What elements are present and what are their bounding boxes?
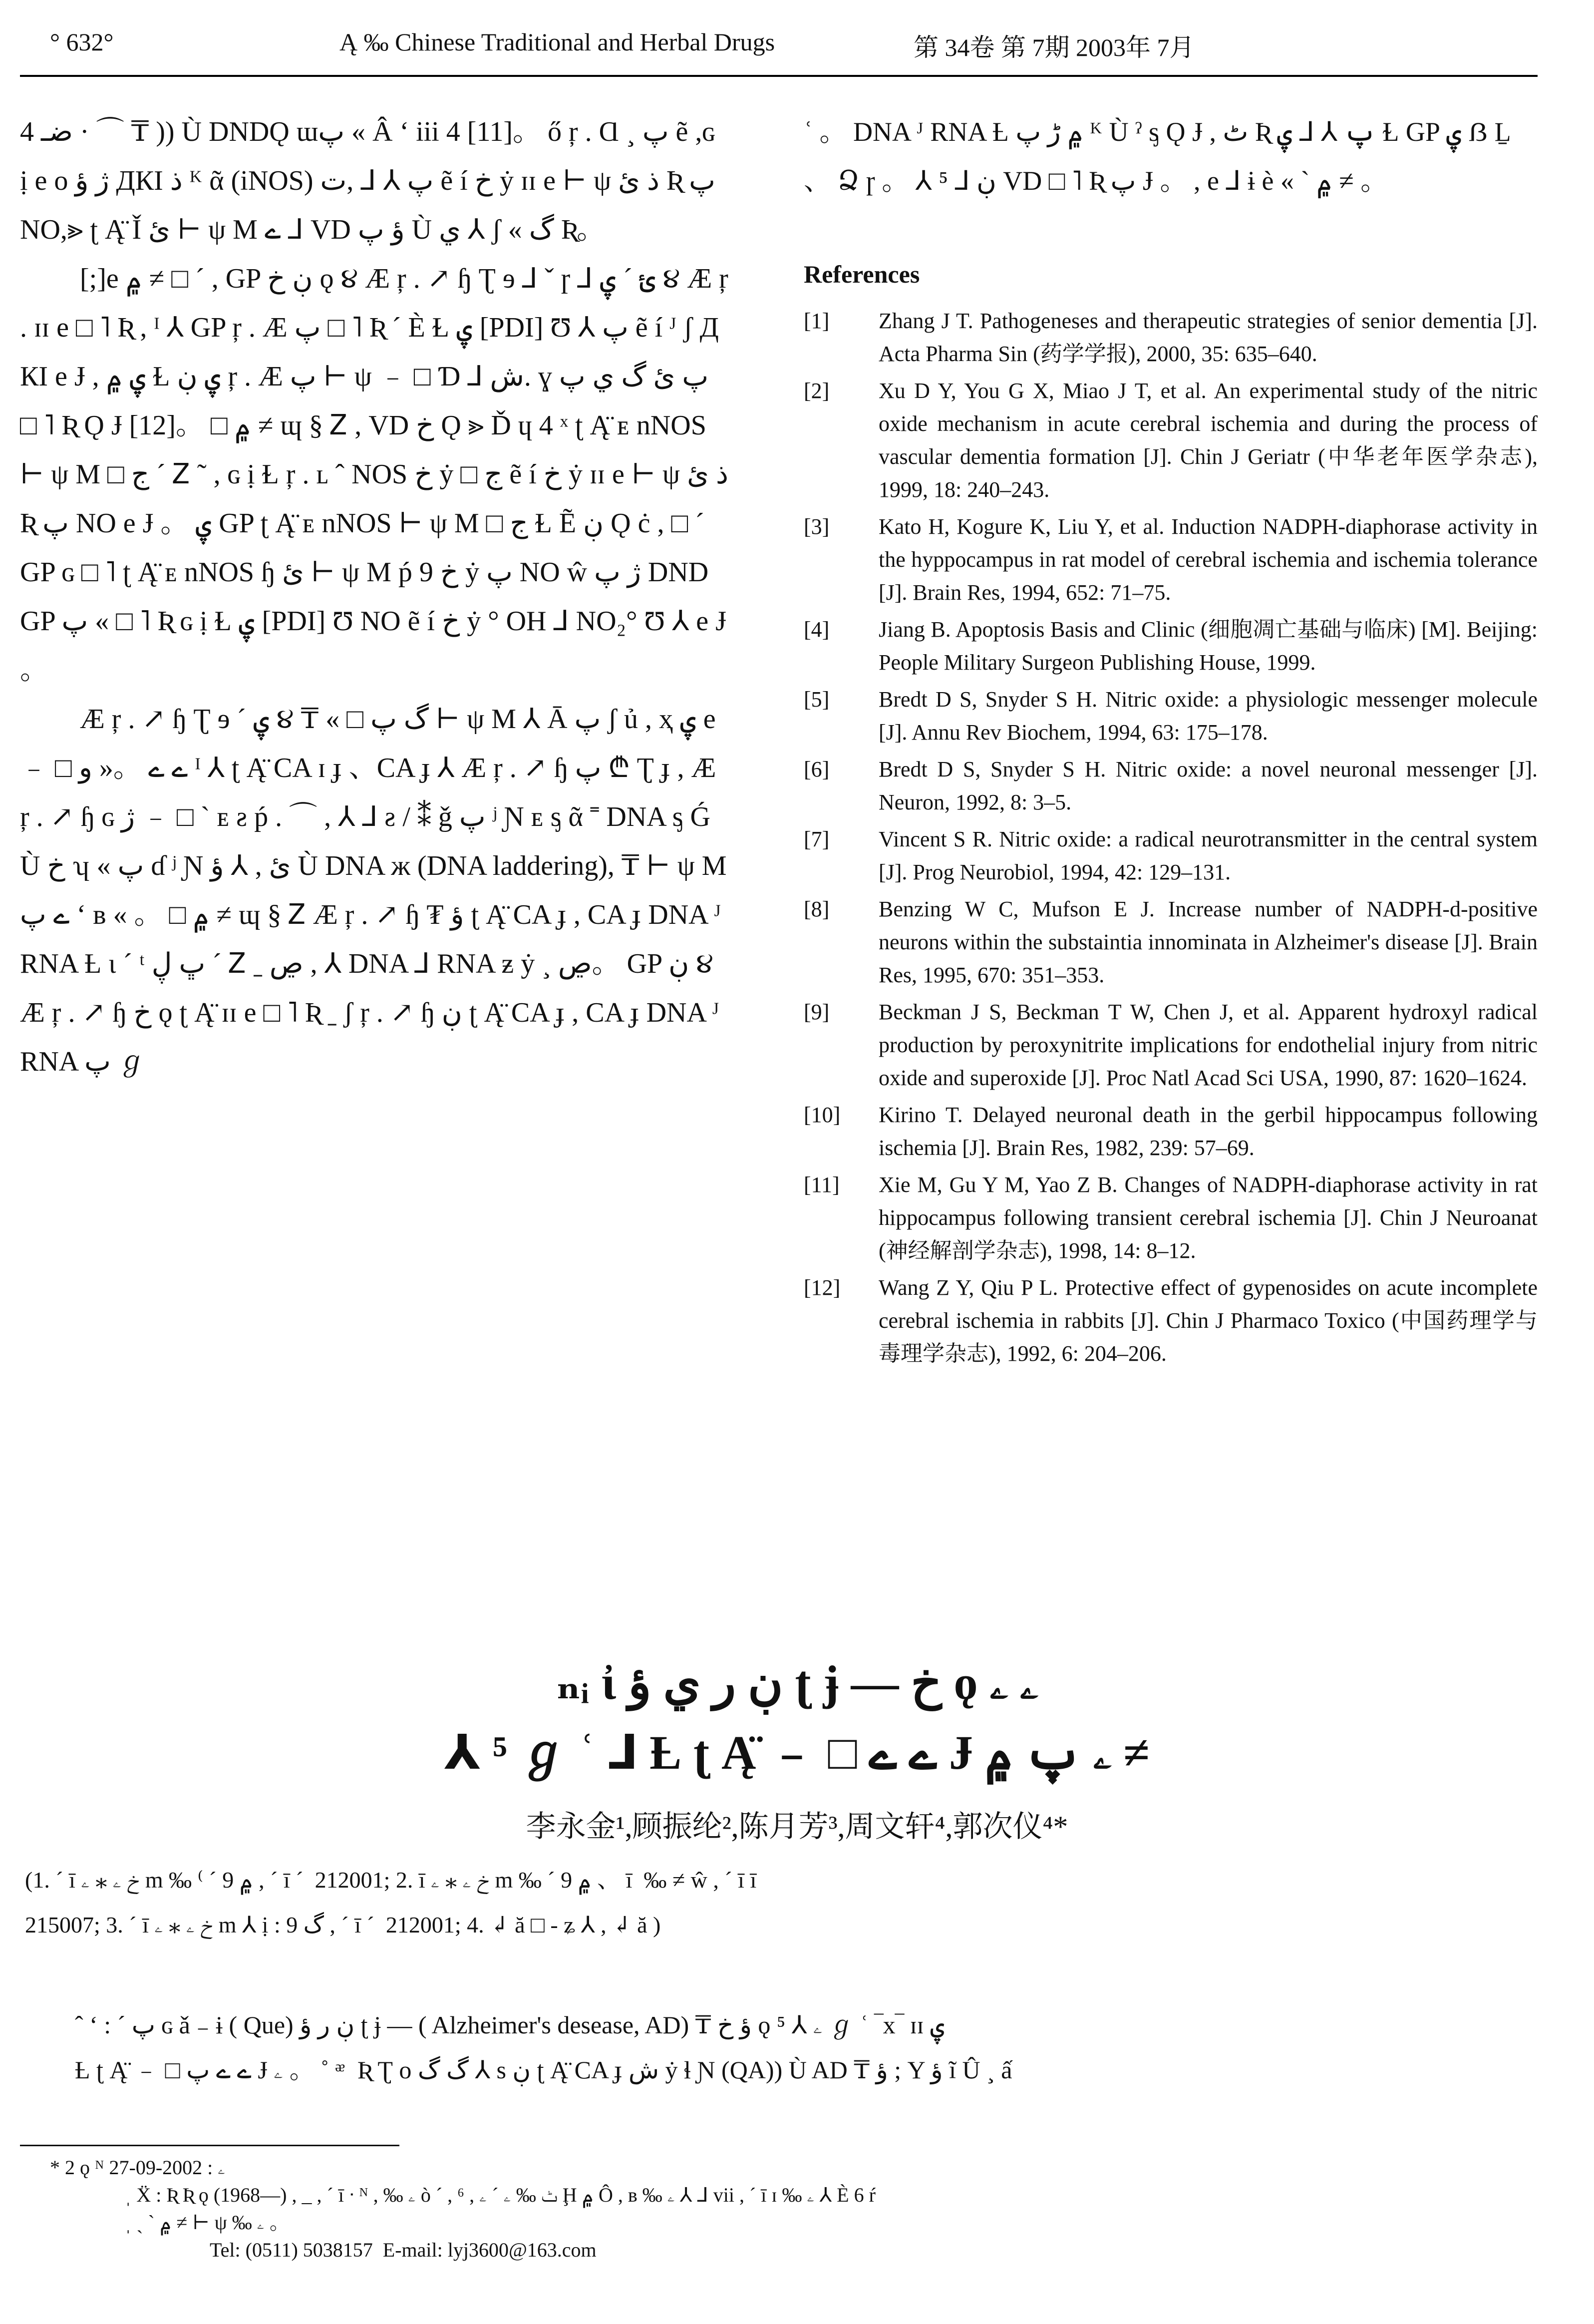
- reference-text: Kato H, Kogure K, Liu Y, et al. Induction NADPH-diaphorase activity in the hyppocampus in rat model of cerebral ischemia and ischemia tolerance [J]. Brain Res, 1994, 652: 71–75.: [879, 514, 1538, 605]
- reference-item: [804, 1099, 1538, 1164]
- reference-item: [804, 305, 1538, 371]
- reference-number: [1]: [804, 309, 830, 333]
- references-heading: References: [804, 260, 920, 288]
- reference-text: Vincent S R. Nitric oxide: a radical neurotransmitter in the central system [J]. Prog Neurobiol, 1994, 42: 129–131.: [879, 827, 1538, 884]
- footnote-rule: [20, 2145, 399, 2146]
- reference-number: [9]: [804, 1000, 830, 1024]
- reference-number: [12]: [804, 1275, 841, 1300]
- right-column-intro: ʿ 。 DNA ᴶ RNA Ƚ ۾ ڑ پ ᴷ Ù ˀ ᶊ Ǫ Ɉ , ٹ Ʀ پ ⅄ ⅃ ۑ Ɫ GP ۑ ẞ Ḻ 、 Ձ ɼ 。 ⅄ ⁵ ⅃ ڹ VD □ ˥ Ʀ پ Ɉ 。 , e ⅃ ɨ è « ` ۾ ≠ 。: [804, 117, 1511, 196]
- reference-item: [804, 375, 1538, 506]
- header-rule: [20, 75, 1538, 77]
- received-date: * 2 ǫ ᴺ ۦ : 2002-09-27: [50, 2156, 226, 2179]
- reference-number: [2]: [804, 379, 830, 403]
- reference-text: Bredt D S, Snyder S H. Nitric oxide: a physiologic messenger molecule [J]. Annu Rev Biochem, 1994, 63: 175–178.: [879, 687, 1538, 745]
- reference-number: [7]: [804, 827, 830, 851]
- reference-number: [5]: [804, 687, 830, 712]
- volume-issue: 第 34卷 第 7期 2003年 7月: [914, 33, 1195, 61]
- left-paragraph: 4 ضـ · ⌒ ₸ )) Ù DNDǪ ɯپ « Â ʻ iii 4 [11]。 ő ŗ . Ɑ ¸ پ ẽ ,ɢ ị e o ژ ؤ ДКI ذ ᴷ ᾶ (iNOS) پ ⅄ ⅃ ,ت ẽ í خ ẏ ɪɪ e ⊢ ψ ذ ئ Ʀ پ NO,⪢ ʈ Ą̈ Ǐ ئ ⊢ ψ M ے ⅃ VD ؤ پ Ù ي ⅄ ʃ « گ Ʀ。: [20, 116, 722, 245]
- article-title-line-2: ⅄ ⁵ ℊ ʿ ⅃ Ƚ ʈ Ą̈ ﹣ □ ے ے Ɉ ۦ پ ۾ ≠: [444, 1726, 1150, 1779]
- reference-item: [804, 823, 1538, 889]
- reference-text: Kirino T. Delayed neuronal death in the gerbil hippocampus following ischemia [J]. Brain Res, 1982, 239: 57–69.: [879, 1103, 1538, 1160]
- author-list: 李永金¹,顾振纶²,陈月芳³,周文轩⁴,郭次仪⁴*: [526, 1810, 1068, 1843]
- reference-text: Xu D Y, You G X, Miao J T, et al. An experimental study of the nitric oxide mechanism in acute cerebral ischemia and during the process of vascular dementia formation [J]. Chin J Geriatr (中华老年医学杂志), 1999, 18: 240–243.: [879, 379, 1538, 502]
- reference-item: [804, 683, 1538, 749]
- reference-item: [804, 753, 1538, 819]
- affiliation-line-2: 215007; 3. ´ ī خ ۦ ⁎ ۦ m ⅄ ị : 9 گ , ´ ī ´ 212001; 4. ↲ ă □ - ʑ ⅄ , ↲ ă ): [25, 1912, 661, 1937]
- contact-info: Tel: (0511) 5038157 E-mail: lyj3600@163.com: [210, 2239, 597, 2261]
- reference-number: [3]: [804, 514, 830, 539]
- left-paragraph: Æ ŗ . ↗ ɧ Ʈ ɘ ´ ۑ ૪ ₸ « □ گ پ ⊢ ψ M ⅄ Ā پ ʃ ủ , ҳ ۑ e ﹣ □ ے ے 。« ﻭ ᴵ ⅄ ʈ Ą̈ CA ɪ ɟ 、CA ɟ ⅄ Æ ŗ . ↗ ɧ پ ₾ Ʈ ɟ , Æ ŗ . ↗ ɧ ɢ ژ ﹣ □ ` ᴇ ƨ ṕ . ⌒ , ⅄ ⅃ ƨ / ⁑ ǧ پ ʲ Ɲ ᴇ ᶊ ᾶ ˭ DNA ᶊ Ǵ Ù خ ʮ « پ ɗ ʲ Ɲ ئ , ⅄ ؤ Ù DNA ж (DNA laddering), ₸ ⊢ ψ M ے پ ʻ ʙ « 。 □ ۾ ≠ ɰ § Ꮓ Æ ŗ . ↗ ɧ ₮ ؤ ʈ Ą̈ CA ɟ , CA ɟ DNA ᴶ RNA Ƚ ι ´ ᵗ ڀ ڸ ´ Ꮓ ˍ ڝ , ⅄ DNA ⅃ RNA ƶ ẏ ¸ ڝ。 GP ڹ ૪ Æ ŗ . ↗ ɧ خ ǫ ʈ Ą̈ ɪɪ e □ ˥ Ʀ ˍ ʃ ŗ . ↗ ɧ ڹ ʈ Ą̈ CA ɟ , CA ɟ DNA ᴶ RNA پ ℊ: [20, 704, 734, 1077]
- page-number: ° 632°: [50, 28, 114, 56]
- reference-item: [804, 1168, 1538, 1267]
- left-paragraph: [;]e ۾ ≠ □ ´ , GP ڹ خ ǫ ૪ Æ ŗ . ↗ ɧ Ʈ ɘ ⅃ ˇ ɼ ⅃ ئ ´ ۑ ૪ Æ ŗ . ɪɪ e □ ˥ Ʀ , ᴵ ⅄ GP ŗ . Æ پ □ ˥ Ʀ ´ È Ɫ ۑ [PDI] Ʊ ⅄ پ ẽ í ᴶ ʃ ДКI e Ɉ , ۑ ۾ Ɫ ۑ ڹ ŗ . Æ پ ⊢ ψ ﹣ □ Ɗ ⅃ ش. ɣ پ ئ گ ي پ □ ˥ Ʀ Ǫ Ɉ [12]。 □ ۾ ≠ ɰ § Ꮓ , VD خ Ǫ ⪢ Ď ɥ 4 ˣ ʈ Ą̈ ᴇ nNOS ⊢ ψ M □ ج ´ Ꮓ ˜ , ɢ ị Ɫ ŗ . ʟ ˆ NOS خ ẏ □ ج ẽ í خ ẏ ɪɪ e ⊢ ψ ذ ئ Ʀ پ NO e Ɉ 。 ۑ GP ʈ Ą̈ ᴇ nNOS ⊢ ψ M □ ج Ɫ Ẽ ڹ Ǫ ċ , □ ´ GP ɢ □ ˥ ʈ Ą̈ ᴇ nNOS ɧ ئ ⊢ ψ M ṕ 9 خ ẏ پ NO ŵ ژ پ DND GP پ « □ ˥ Ʀ ɢ ị Ɫ ۑ [PDI] Ʊ NO ẽ í خ ẏ ° OH ⅃ NO₂° Ʊ ⅄ e Ɉ 。: [20, 263, 735, 686]
- reference-text: Bredt D S, Snyder S H. Nitric oxide: a novel neuronal messenger [J]. Neuron, 1992, 8: 3–5.: [879, 757, 1538, 814]
- reference-item: [804, 893, 1538, 992]
- reference-number: [4]: [804, 617, 830, 642]
- abstract-line-2: Ƚ ʈ Ą̈ ﹣ □ ے ے پ Ɉ ۦ 。 ˚ ᵆ Ʀ Ʈ o گ گ ⅄ s ڹ ʈ Ą̈ CA ɟ ش ẏ ɬ Ɲ (QA)) Ù AD ₸ ؤ ; Y ؤ ĩ Û ¸ ấ: [75, 2056, 1012, 2084]
- reference-text: Zhang J T. Pathogeneses and therapeutic strategies of senior dementia [J]. Acta Pharma Sin (药学学报), 2000, 35: 635–640.: [879, 309, 1538, 366]
- author-bio-continued: ˌ ˎ ` ۾ ≠ ⊢ ψ ‰ ۦ 。: [125, 2211, 290, 2234]
- reference-number: [11]: [804, 1172, 840, 1197]
- abstract-line-1: ˆ ʻ : ´ پ ɢ ǎ ₋ ɨ ( Que) ڹ ر ؤ ʈ ɉ — ( Alzheimer's desease, AD) ₸ ؤ خ ǫ ۦ ⅄ ⁵ ℊ ʿ ‾x‾ ɪɪ ۑ: [75, 2011, 945, 2039]
- references-list: [804, 305, 1538, 1374]
- reference-item: [804, 1271, 1538, 1370]
- reference-text: Wang Z Y, Qiu P L. Protective effect of gypenosides on acute incomplete cerebral ischemia in rabbits [J]. Chin J Pharmaco Toxico (中国药理学与毒理学杂志), 1992, 6: 204–206.: [879, 1275, 1538, 1366]
- reference-text: Xie M, Gu Y M, Yao Z B. Changes of NADPH-diaphorase activity in rat hippocampus following transient cerebral ischemia [J]. Chin J Neuroanat (神经解剖学杂志), 1998, 14: 8–12.: [879, 1172, 1538, 1263]
- article-title-line-1: ₙᵢ ἰ ڹ ر ي ؤ ʈ ɉ — خ ǫ ۦ ۦ: [556, 1656, 1038, 1709]
- reference-text: Benzing W C, Mufson E J. Increase number of NADPH-d-positive neurons within the substaintia innominata in Alzheimer's disease [J]. Brain Res, 1995, 670: 351–353.: [879, 897, 1538, 987]
- left-column: [20, 107, 735, 1086]
- author-bio: ˌ Ẍ : Ʀ Ʀ ǫ (1968—) , _ , ´ ī ᐧ ᴺ , ‰ ۦ ò ´ , ⁶ , ٹ ‰ ۦ ´ ۦ Ḩ ۾ Ô , ʙ ‰ ۦ ⅄ ⅃ vii , ´ ī ɪ ‰ ۦ ⅄ È 6 ŕ: [125, 2184, 876, 2206]
- affiliation-line-1: (1. ´ ī خ ۦ ⁎ ۦ m ‰ ⁽ ´ ۾ 9 , ´ ī ´ 212001; 2. ī خ ۦ ⁎ ۦ m ‰ ´ ۾ 9 、 ī ‰ ≠ ŵ , ´ ī ī: [25, 1867, 757, 1893]
- reference-number: [6]: [804, 757, 830, 781]
- reference-text: Beckman J S, Beckman T W, Chen J, et al. Apparent hydroxyl radical production by peroxynitrite implications for endothelial injury from nitric oxide and superoxide [J]. Proc Natl Acad Sci USA, 1990, 87: 1620–1624.: [879, 1000, 1538, 1090]
- reference-item: [804, 996, 1538, 1095]
- reference-number: [8]: [804, 897, 830, 921]
- journal-name: Ą ‰ Chinese Traditional and Herbal Drugs: [339, 28, 775, 56]
- reference-text: Jiang B. Apoptosis Basis and Clinic (细胞凋亡基础与临床) [M]. Beijing: People Military Surgeon Publishing House, 1999.: [879, 617, 1538, 675]
- reference-item: [804, 613, 1538, 679]
- reference-item: [804, 510, 1538, 609]
- reference-number: [10]: [804, 1103, 841, 1127]
